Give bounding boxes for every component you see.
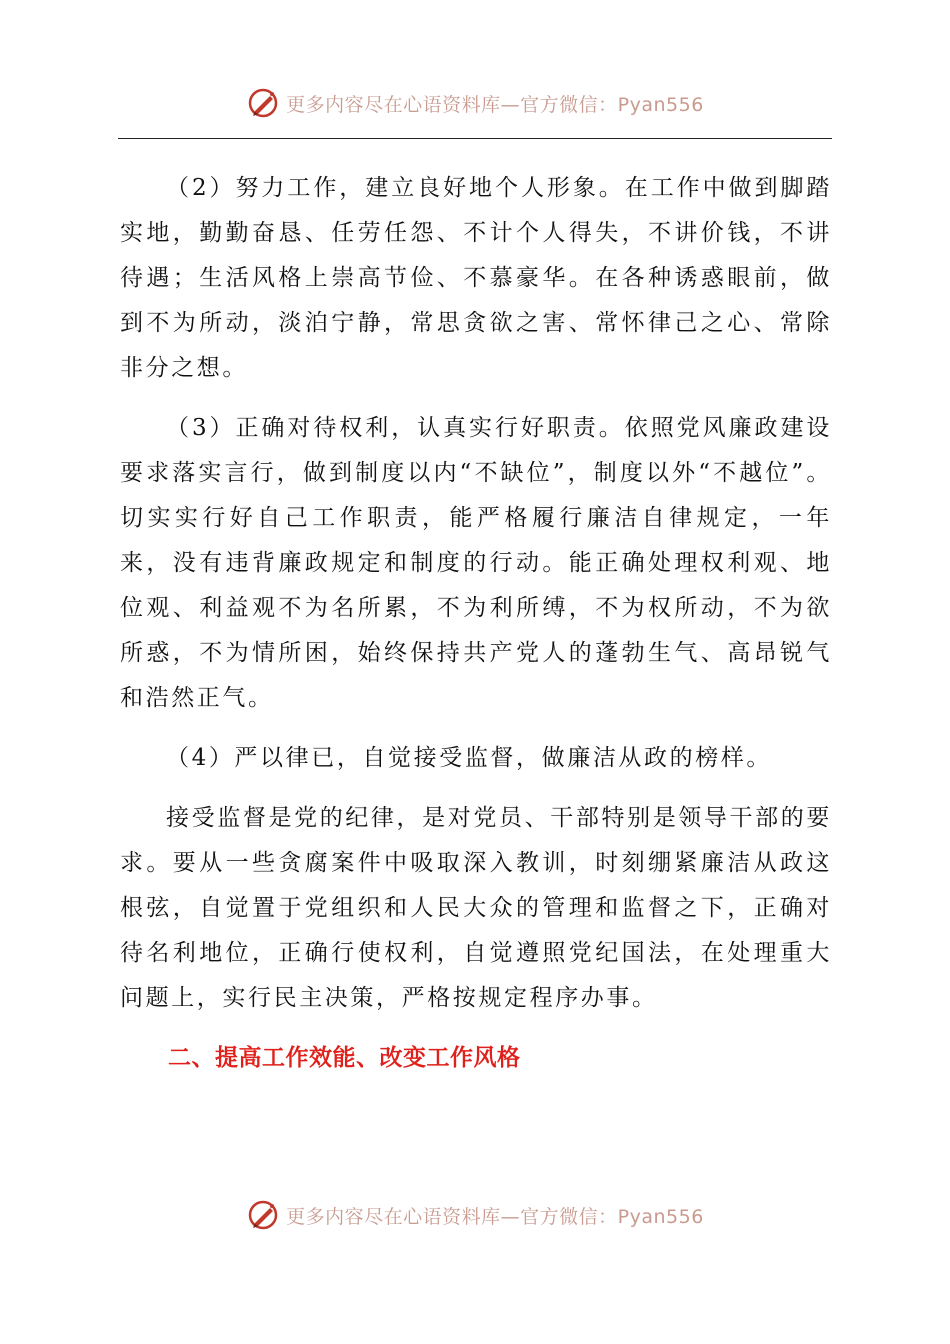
footer-contact-text: —官方微信：Pyan556 bbox=[500, 1205, 704, 1228]
banner-contact-text: —官方微信：Pyan556 bbox=[500, 93, 704, 116]
paragraph-supervision: 接受监督是党的纪律，是对党员、干部特别是领导干部的要求。要从一些贪腐案件中吸取深入教训，时刻绷紧廉洁从政这根弦，自觉置于党组织和人民大众的管理和监督之下，正确对待名利地位，正确行使权利，自觉遵照党纪国法，在处理重大问题上，实行民主决策，严格按规定程序办事。 bbox=[120, 805, 832, 1011]
section-heading: 二、提高工作效能、改变工作风格 bbox=[168, 1045, 521, 1071]
pen-circle-logo-icon bbox=[246, 86, 280, 120]
header-divider bbox=[118, 138, 832, 139]
document-body bbox=[120, 166, 832, 1081]
paragraph-4: （4）严以律已，自觉接受监督，做廉洁从政的榜样。 bbox=[166, 745, 773, 771]
banner-site-text: 更多内容尽在心语资料库 bbox=[286, 93, 501, 116]
paragraph-3: （3）正确对待权利，认真实行好职责。依照党风廉政建设要求落实言行，做到制度以内“不缺位”，制度以外“不越位”。切实实行好自己工作职责，能严格履行廉洁自律规定，一年来，没有违背廉政规定和制度的行动。能正确处理权利观、地位观、利益观不为名所累，不为利所缚，不为权所动，不为欲所惑，不为情所困，始终保持共产党人的蓬勃生气、高昂锐气和浩然正气。 bbox=[120, 415, 832, 711]
footer-banner bbox=[0, 1195, 950, 1235]
header-banner bbox=[0, 83, 950, 123]
pen-circle-logo-icon bbox=[246, 1198, 280, 1232]
footer-site-text: 更多内容尽在心语资料库 bbox=[286, 1205, 501, 1228]
paragraph-2: （2）努力工作，建立良好地个人形象。在工作中做到脚踏实地，勤勤奋恳、任劳任怨、不计个人得失，不讲价钱，不讲待遇；生活风格上崇高节俭、不慕豪华。在各种诱惑眼前，做到不为所动，淡泊宁静，常思贪欲之害、常怀律己之心、常除非分之想。 bbox=[120, 175, 832, 381]
